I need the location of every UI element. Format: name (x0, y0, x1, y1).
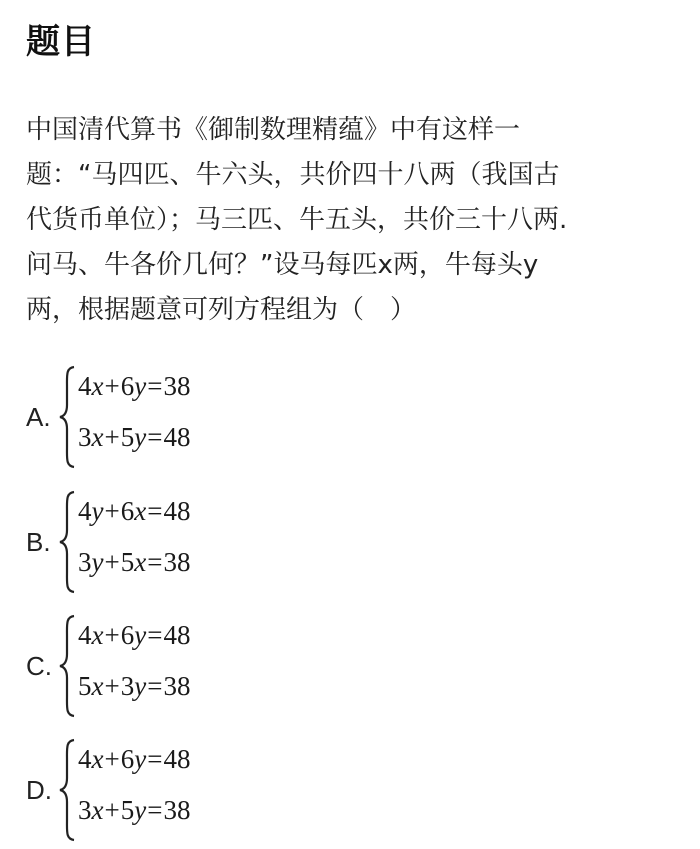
left-brace-icon (58, 738, 78, 842)
option-label: B. (26, 527, 51, 557)
equation-2: 3x+5y=48 (78, 422, 191, 452)
question-line: 代货币单位）；马三匹、牛五头，共价三十八两. (26, 205, 568, 235)
question-line: 问马、牛各价几何？”设马每匹x两，牛每头y (26, 250, 539, 280)
option-label: D. (26, 775, 52, 805)
option-d[interactable] (26, 738, 426, 848)
option-b[interactable] (26, 490, 426, 600)
question-line: 题：“马四匹、牛六头，共价四十八两（我国古 (26, 160, 560, 190)
left-brace-icon (58, 614, 78, 718)
left-brace-icon (58, 490, 78, 594)
page-title: 题目 (26, 22, 96, 62)
question-line: 两，根据题意可列方程组为（ ） (26, 295, 417, 325)
equation-2: 3x+5y=38 (78, 795, 191, 825)
equation-1: 4x+6y=38 (78, 371, 191, 401)
equation-1: 4x+6y=48 (78, 620, 191, 650)
option-a[interactable] (26, 365, 426, 475)
option-label: C. (26, 651, 52, 681)
left-brace-icon (58, 365, 78, 469)
equation-1: 4x+6y=48 (78, 744, 191, 774)
equation-1: 4y+6x=48 (78, 496, 191, 526)
question-text (26, 108, 676, 333)
equation-2: 3y+5x=38 (78, 547, 191, 577)
equation-2: 5x+3y=38 (78, 671, 191, 701)
option-label: A. (26, 402, 51, 432)
question-line: 中国清代算书《御制数理精蕴》中有这样一 (26, 115, 521, 145)
option-c[interactable] (26, 614, 426, 724)
